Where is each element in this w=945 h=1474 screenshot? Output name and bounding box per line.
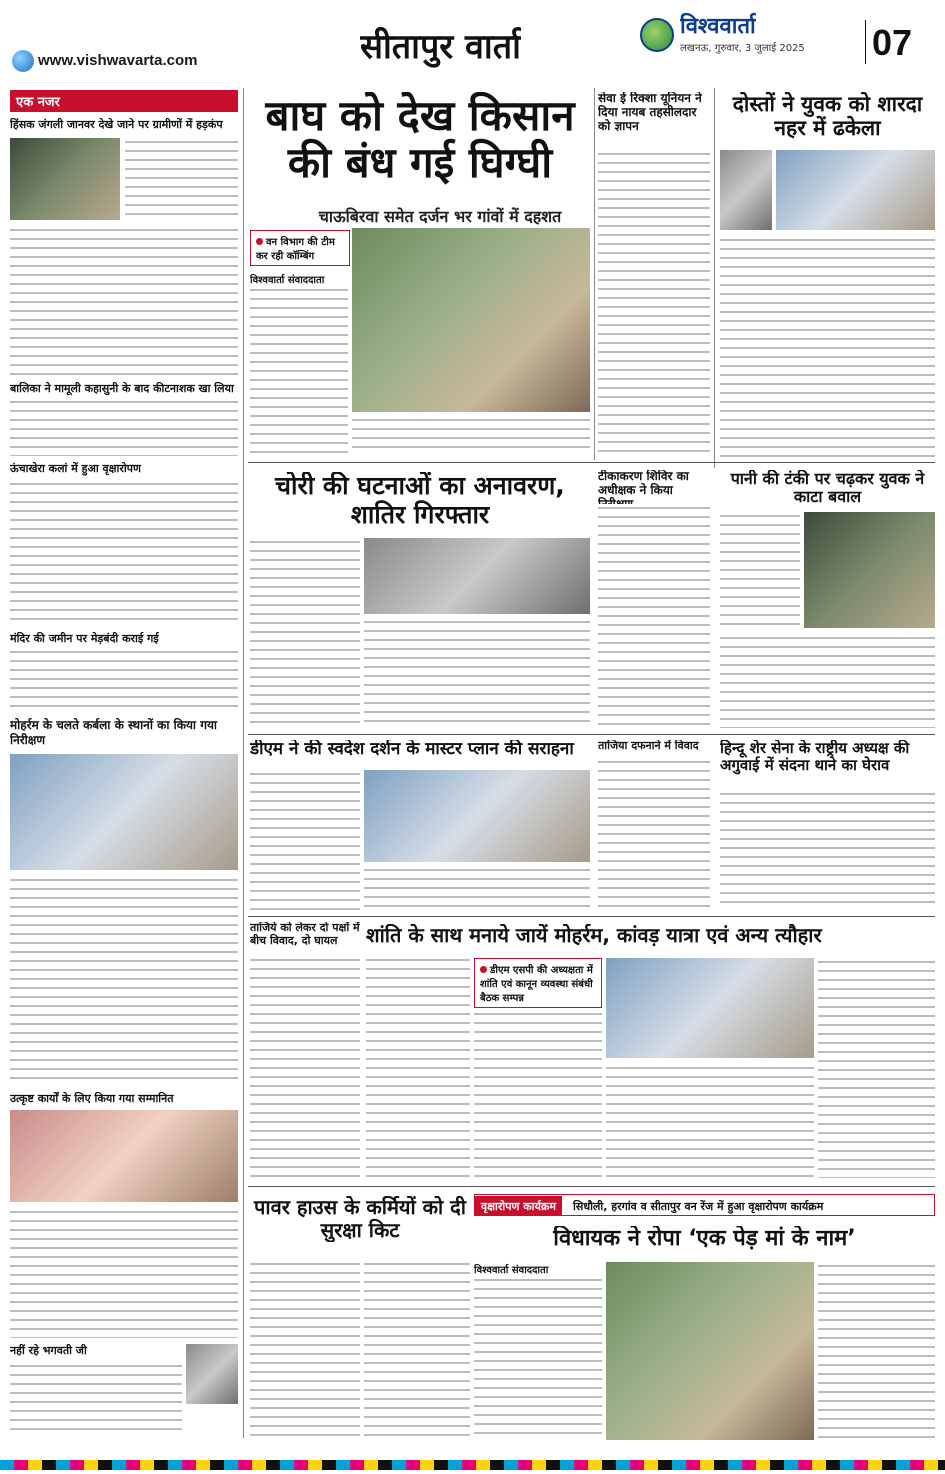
news-headline: हिंसक जंगली जानवर देखे जाने पर ग्रामीणों में हड़कंप [10,118,223,131]
right-headline: दोस्तों ने युवक को शारदा नहर में ढकेला [732,92,923,141]
tree-label: वृक्षारोपण कार्यक्रम [475,1196,562,1216]
dm-headline: डीएम ने की स्वदेश दर्शन के मास्टर प्लान की सराहना [250,740,574,759]
col3-headline: सेवा ई रिक्शा यूनियन ने दिया नायब तहसीलदार को ज्ञापन [598,92,702,133]
main-headline: बाघ को देख किसान की बंध गई घिग्घी [265,92,575,187]
globe-icon [12,50,34,72]
news-headline: मंदिर की जमीन पर मेड़बंदी कराई गई [10,632,159,645]
article-body [125,138,238,220]
police-photo [776,150,935,230]
article-body [364,866,590,910]
article-body [364,618,590,728]
main-photo [352,228,590,412]
tree-subheadline: सिधौली, हरगांव व सीतापुर वन रेंज में हुआ वृक्षारोपण कार्यक्रम [573,1200,824,1213]
section-label: एक नजर [10,90,238,112]
page-number: 07 [872,22,913,63]
article-body [598,150,710,458]
article-body [598,504,710,728]
bullet-icon [480,966,487,973]
article-body [250,956,360,1178]
main-subheadline: चाऊबिरवा समेत दर्जन भर गांवों में दहशत [318,207,562,226]
tazia-dispute-headline: ताजिये को लेकर दो पक्षों में बीच विवाद, दो घायल [250,922,360,947]
bullet-icon [256,238,263,245]
article-body [720,512,800,628]
site-url[interactable]: www.vishwavarta.com [38,52,198,69]
article-body [720,790,935,910]
byline: विश्ववार्ता संवाददाता [474,1265,549,1276]
tree-banner [474,1194,935,1216]
article-body [250,538,360,728]
news-headline: उत्कृष्ट कार्यों के लिए किया गया सम्मानित [10,1092,174,1105]
byline: विश्ववार्ता संवाददाता [250,275,325,286]
theft-headline: चोरी की घटनाओं का अनावरण, शातिर गिरफ्तार [275,472,565,529]
article-body [250,1260,360,1440]
power-house-headline: पावर हाउस के कर्मियों को दी सुरक्षा किट [254,1196,466,1242]
article-body [10,876,238,1086]
article-body [818,1262,935,1440]
brand-logo [640,18,674,52]
article-body [474,1010,602,1178]
article-body [474,1276,602,1440]
article-body [10,480,238,626]
news-headline: मोहर्रम के चलते कर्बला के स्थानों का किया गया निरीक्षण [10,718,218,747]
masthead [0,0,945,72]
peace-callout [474,958,602,1008]
callout-text: वन विभाग की टीम कर रही कॉम्बिंग [256,237,335,262]
left-column [10,90,238,1440]
callout-text: डीएम एसपी की अध्यक्षता में शांति एवं कानून व्यवस्था संबंधी बैठक सम्पन्न [480,965,593,1004]
news-headline: ऊंचाखेरा कलां में हुआ वृक्षारोपण [10,462,141,475]
article-body [10,1208,238,1338]
article-body [720,236,935,458]
issue-date: लखनऊ, गुरुवार, 3 जुलाई 2025 [680,43,805,54]
print-color-bar [0,1460,945,1470]
news-photo [10,754,238,870]
tree-headline: विधायक ने रोपा ‘एक पेड़ मां के नाम’ [553,1226,856,1251]
article-body [598,758,710,910]
article-body [250,770,360,910]
tazia-headline: ताजिया दफनाने में विवाद [598,740,699,752]
plantation-photo [606,1262,814,1440]
news-photo [10,138,120,220]
tank-photo [804,512,935,628]
article-body [250,286,348,454]
news-headline: नहीं रहे भगवती जी [10,1344,87,1357]
arrest-photo [364,538,590,614]
news-headline: बालिका ने मामूली कहासुनी के बाद कीटनाशक खा लिया [10,382,234,395]
suspect-photo [720,150,772,230]
article-body [606,1064,814,1178]
meeting-photo [364,770,590,862]
peace-meeting-photo [606,958,814,1058]
portrait-photo [186,1344,238,1404]
article-body [720,634,935,728]
article-body [364,1260,470,1440]
main-callout [250,230,350,266]
article-body [10,226,238,376]
article-body [10,648,238,712]
tank-headline: पानी की टंकी पर चढ़कर युवक ने काटा बवाल [730,470,925,507]
hindu-sena-headline: हिन्दू शेर सेना के राष्ट्रीय अध्यक्ष की अगुवाई में संदना थाने का घेराव [720,740,910,775]
vaccination-headline: टीकाकरण शिविर का अधीक्षक ने किया [598,470,689,497]
peace-headline: शांति के साथ मनाये जायें मोहर्रम, कांवड़ यात्रा एवं अन्य त्यौहार [366,924,822,947]
article-body [366,956,470,1178]
section-title: सीतापुर वार्ता [360,27,521,67]
brand-name: विश्ववार्ता [680,14,756,39]
article-body [818,958,935,1178]
article-body [10,398,238,456]
news-photo [10,1110,238,1202]
article-body [352,416,590,454]
article-body [10,1362,182,1436]
